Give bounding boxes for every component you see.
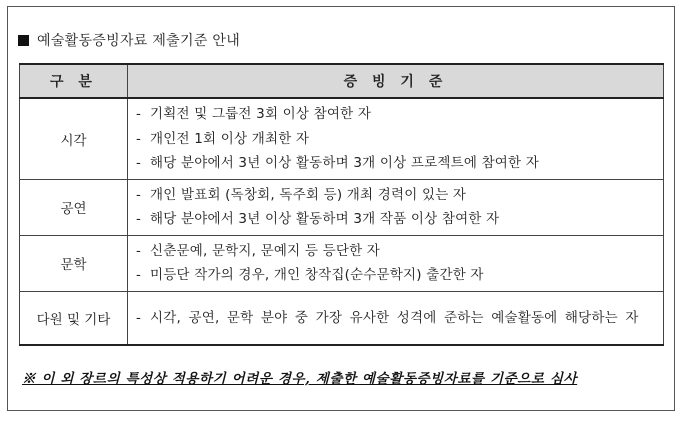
criteria-cell	[128, 98, 664, 179]
criteria-text: 해당 분야에서 3년 이상 활동하며 3개 이상 프로젝트에 참여한 자	[150, 155, 540, 171]
criteria-text: 기획전 및 그룹전 3회 이상 참여한 자	[150, 106, 372, 122]
table-row-literature	[20, 235, 664, 291]
criteria-item	[136, 239, 657, 264]
dash-marker: -	[136, 242, 142, 259]
criteria-text: 시각, 공연, 문학 분야 중 가장 유사한 성격에 준하는 예술활동에 해당하는 자	[150, 309, 639, 326]
category-cell: 다원 및 기타	[20, 291, 128, 345]
square-bullet-icon	[18, 35, 29, 46]
table-header-row	[20, 64, 664, 98]
criteria-item	[136, 151, 657, 176]
dash-marker: -	[136, 309, 142, 326]
dash-marker: -	[136, 186, 142, 203]
footnote: ※ 이 외 장르의 특성상 적용하기 어려운 경우, 제출한 예술활동증빙자료를 기준으로 심사	[22, 371, 578, 387]
table-row-multidisciplinary	[20, 291, 664, 345]
dash-marker: -	[136, 267, 142, 283]
criteria-text: 개인전 1회 이상 개최한 자	[150, 130, 310, 147]
criteria-item	[136, 183, 657, 208]
criteria-item	[136, 207, 657, 232]
dash-marker: -	[136, 130, 142, 147]
section-title: 예술활동증빙자료 제출기준 안내	[37, 33, 241, 49]
criteria-cell	[128, 235, 664, 291]
criteria-text: 해당 분야에서 3년 이상 활동하며 3개 작품 이상 참여한 자	[150, 211, 500, 227]
section-heading	[18, 30, 240, 50]
criteria-cell	[128, 179, 664, 235]
table-row-performance	[20, 179, 664, 235]
table-row-visual	[20, 98, 664, 179]
header-category: 구 분	[20, 64, 128, 98]
criteria-text: 미등단 작가의 경우, 개인 창작집(순수문학지) 출간한 자	[150, 267, 484, 283]
criteria-table	[19, 63, 664, 346]
header-criteria: 증 빙 기 준	[128, 64, 664, 98]
criteria-text: 개인 발표회 (독창회, 독주회 등) 개최 경력이 있는 자	[150, 186, 467, 203]
criteria-item	[136, 306, 657, 331]
criteria-item	[136, 263, 657, 288]
dash-marker: -	[136, 106, 142, 122]
criteria-cell	[128, 291, 664, 345]
criteria-item	[136, 102, 657, 127]
criteria-item	[136, 127, 657, 152]
category-cell: 문학	[20, 235, 128, 291]
dash-marker: -	[136, 211, 142, 227]
category-cell: 공연	[20, 179, 128, 235]
criteria-text: 신춘문예, 문학지, 문예지 등 등단한 자	[150, 242, 381, 259]
dash-marker: -	[136, 155, 142, 171]
category-cell: 시각	[20, 98, 128, 179]
